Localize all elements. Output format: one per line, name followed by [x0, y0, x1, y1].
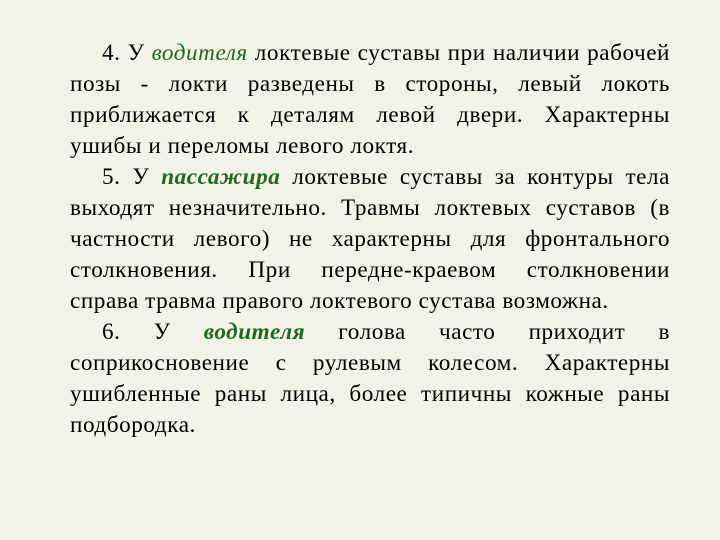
- paragraph-5-text: локтевые суставы за контуры тела выходят незначительно. Травмы локтевых суставов (в частности левого) не характерны для фронтального столкновения. При передне-краевом столкновении справа травма правого локтевого сустава возможна.: [70, 164, 670, 314]
- paragraph-4-highlight: водителя: [151, 40, 248, 66]
- paragraph-4-text: локтевые суставы при наличии рабочей позы - локти разведены в стороны, левый локоть приближается к деталям левой двери. Характерны ушибы и переломы левого локтя.: [70, 40, 670, 159]
- paragraph-5-prefix: 5. У: [102, 164, 162, 190]
- paragraph-6-prefix: 6. У: [102, 319, 204, 345]
- paragraph-5-highlight: пассажира: [161, 164, 281, 190]
- paragraph-5: [70, 162, 670, 317]
- paragraph-6: [70, 317, 670, 441]
- paragraph-4: [70, 38, 670, 162]
- paragraph-4-prefix: 4. У: [102, 40, 152, 66]
- paragraph-6-text: голова часто приходит в соприкосновение с рулевым колесом. Характерны ушибленные раны лица, более типичны кожные раны подбородка.: [70, 319, 670, 438]
- paragraph-6-highlight: водителя: [203, 319, 306, 345]
- text-block: [70, 38, 670, 441]
